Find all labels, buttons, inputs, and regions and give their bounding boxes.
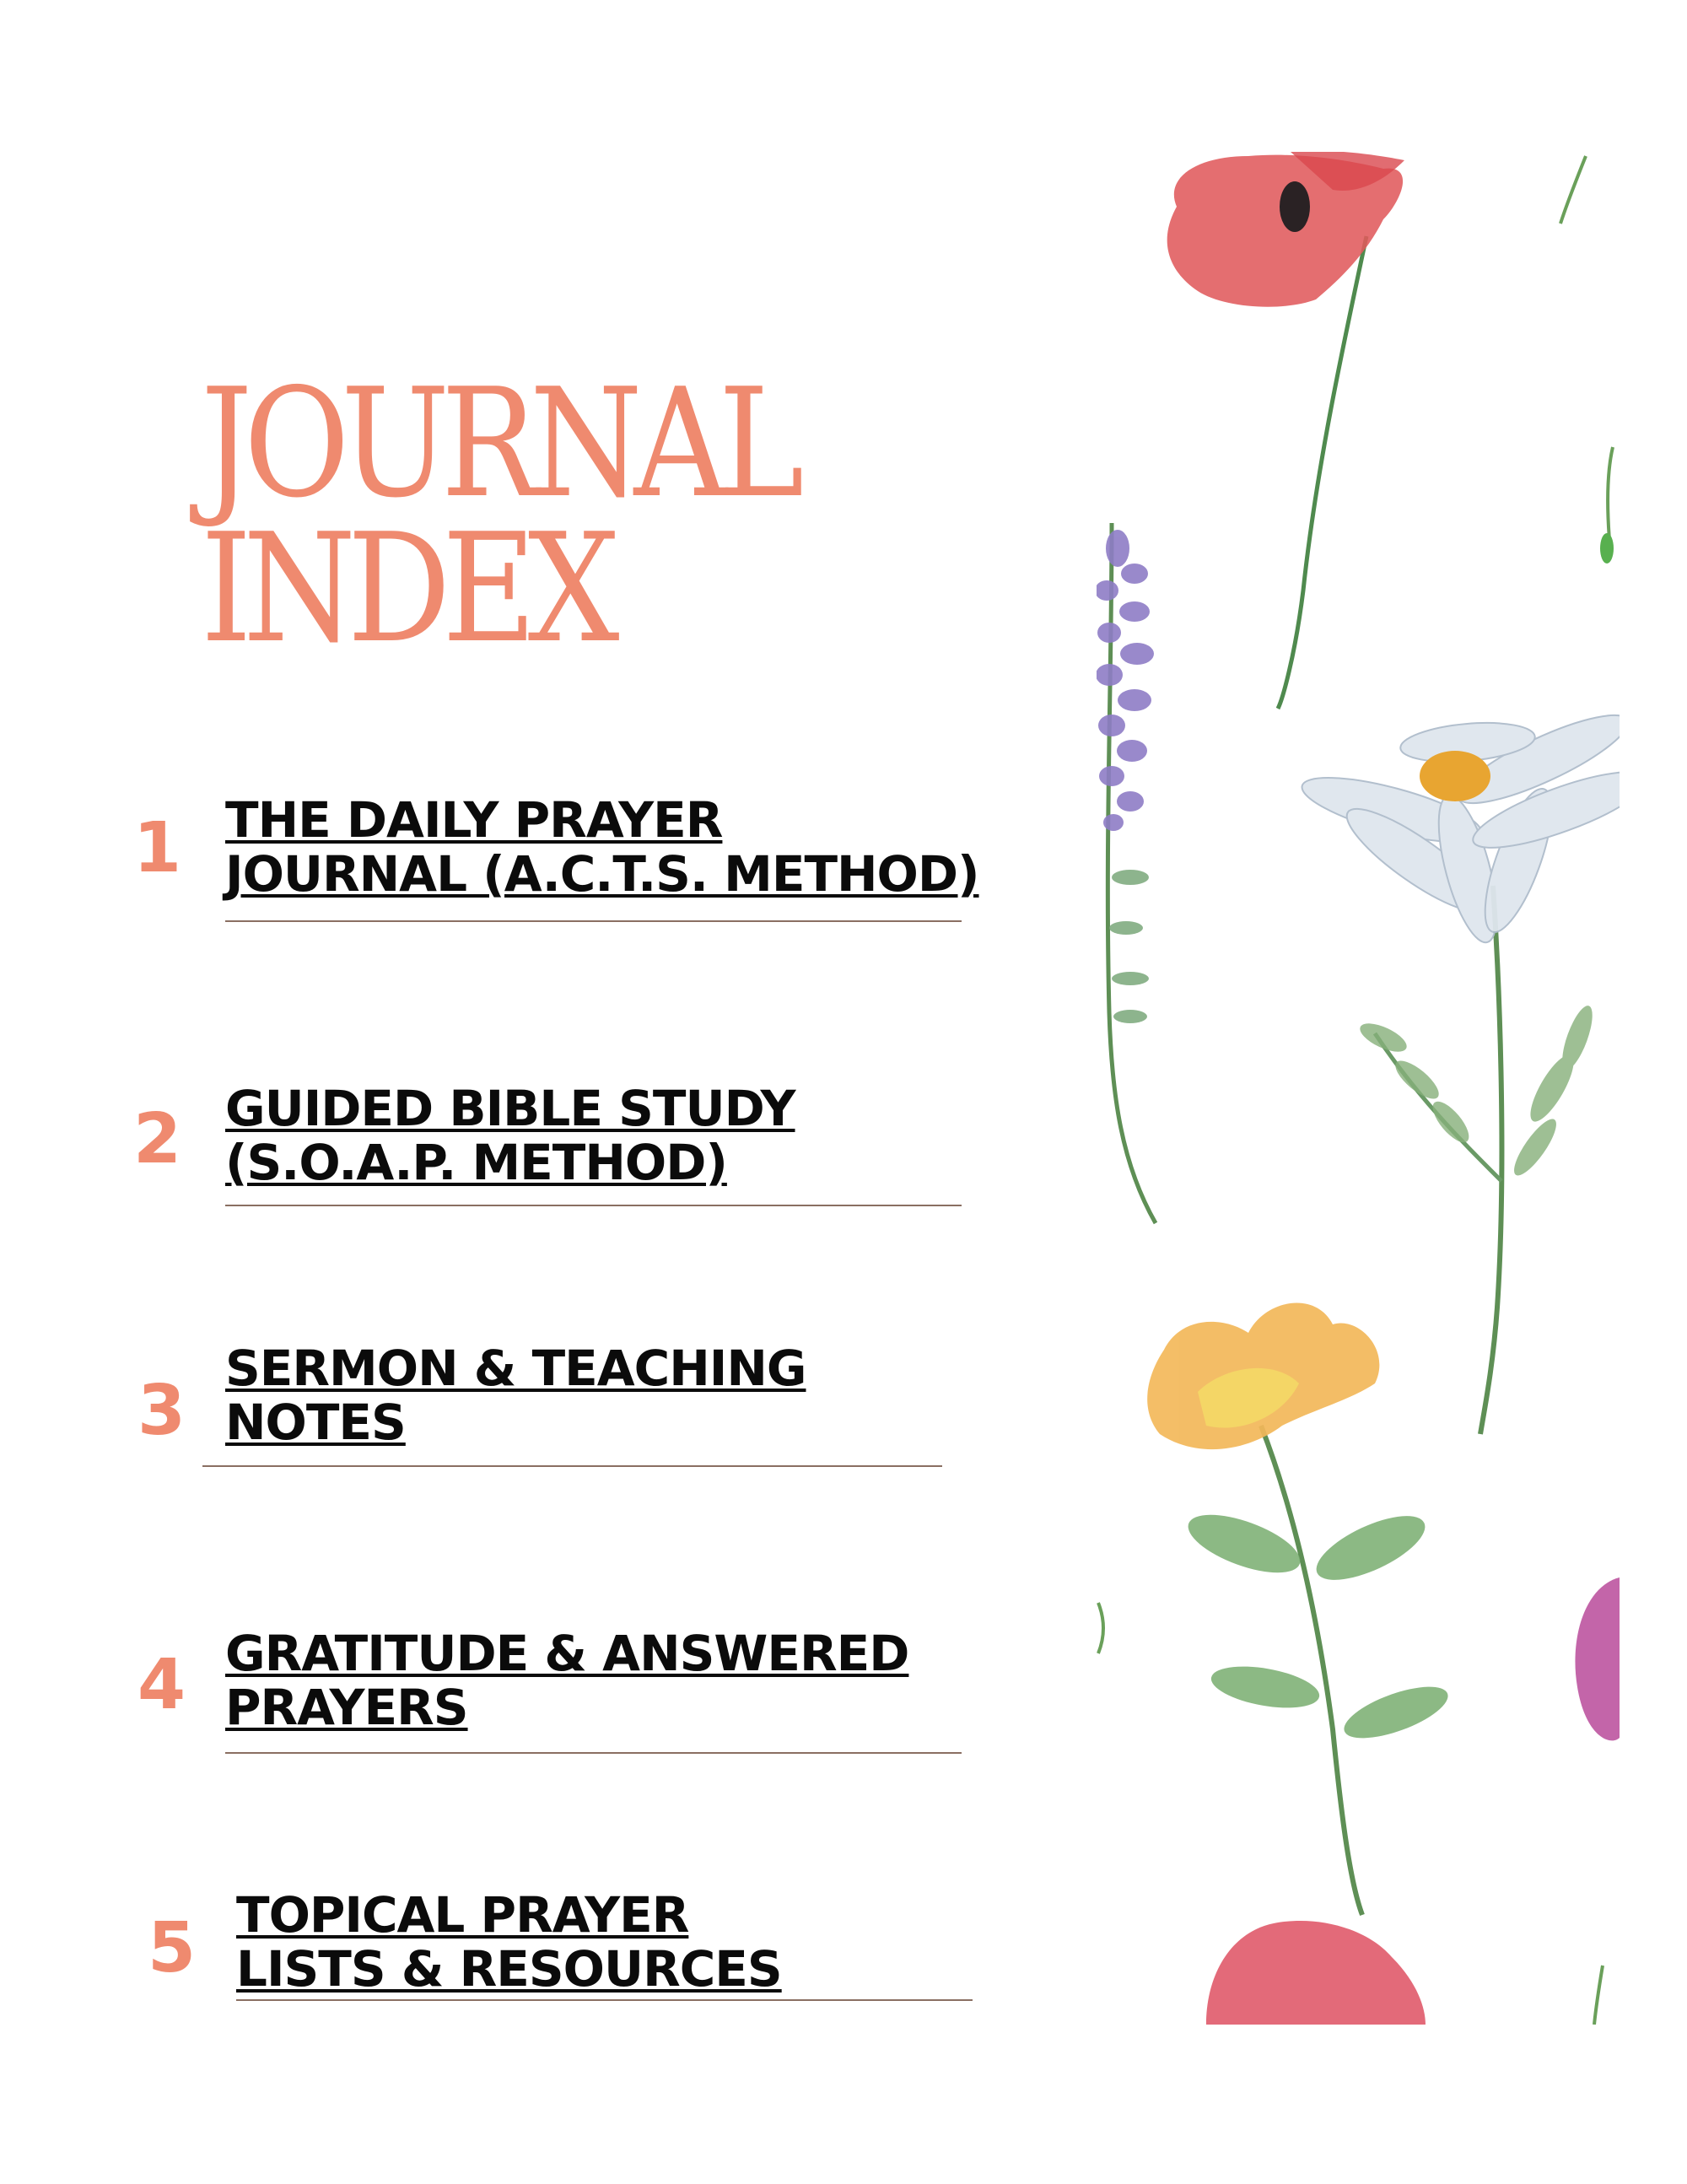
red-poppy-icon xyxy=(1167,152,1404,709)
entry-link[interactable] xyxy=(225,793,979,901)
entry-number: 3 xyxy=(137,1371,186,1451)
page-title xyxy=(201,356,796,676)
lavender-icon xyxy=(1097,523,1156,1223)
yellow-flower-icon xyxy=(1147,1303,1453,1915)
entry-line-2: JOURNAL (A.C.T.S. METHOD) xyxy=(225,845,979,903)
entry-divider xyxy=(225,1205,962,1206)
entry-number: 4 xyxy=(137,1645,186,1725)
entry-line-1: SERMON & TEACHING xyxy=(225,1340,806,1397)
entry-divider xyxy=(236,1999,973,2001)
entry-number: 2 xyxy=(133,1099,182,1179)
floral-illustration xyxy=(1097,152,1620,2025)
entry-line-1: THE DAILY PRAYER xyxy=(225,791,723,849)
entry-divider xyxy=(225,1752,962,1754)
title-line-1: JOURNAL xyxy=(201,356,796,531)
entry-line-1: TOPICAL PRAYER xyxy=(236,1886,689,1944)
entry-link[interactable] xyxy=(225,1081,795,1189)
entry-link[interactable] xyxy=(236,1888,782,1996)
entry-line-1: GRATITUDE & ANSWERED xyxy=(225,1625,909,1682)
entry-link[interactable] xyxy=(225,1626,908,1734)
entry-divider xyxy=(202,1465,942,1467)
bottom-poppy-icon xyxy=(1206,1921,1426,2025)
entry-number: 5 xyxy=(148,1908,197,1988)
entry-line-2: PRAYERS xyxy=(225,1679,468,1736)
entry-line-2: NOTES xyxy=(225,1394,406,1451)
title-line-2: INDEX xyxy=(201,501,612,676)
entry-divider xyxy=(225,920,962,922)
entry-line-1: GUIDED BIBLE STUDY xyxy=(225,1080,795,1137)
entry-line-2: (S.O.A.P. METHOD) xyxy=(225,1134,727,1191)
entry-link[interactable] xyxy=(225,1341,806,1449)
entry-number: 1 xyxy=(133,808,182,888)
entry-line-2: LISTS & RESOURCES xyxy=(236,1940,782,1998)
pink-flower-icon xyxy=(1575,1577,1620,1740)
